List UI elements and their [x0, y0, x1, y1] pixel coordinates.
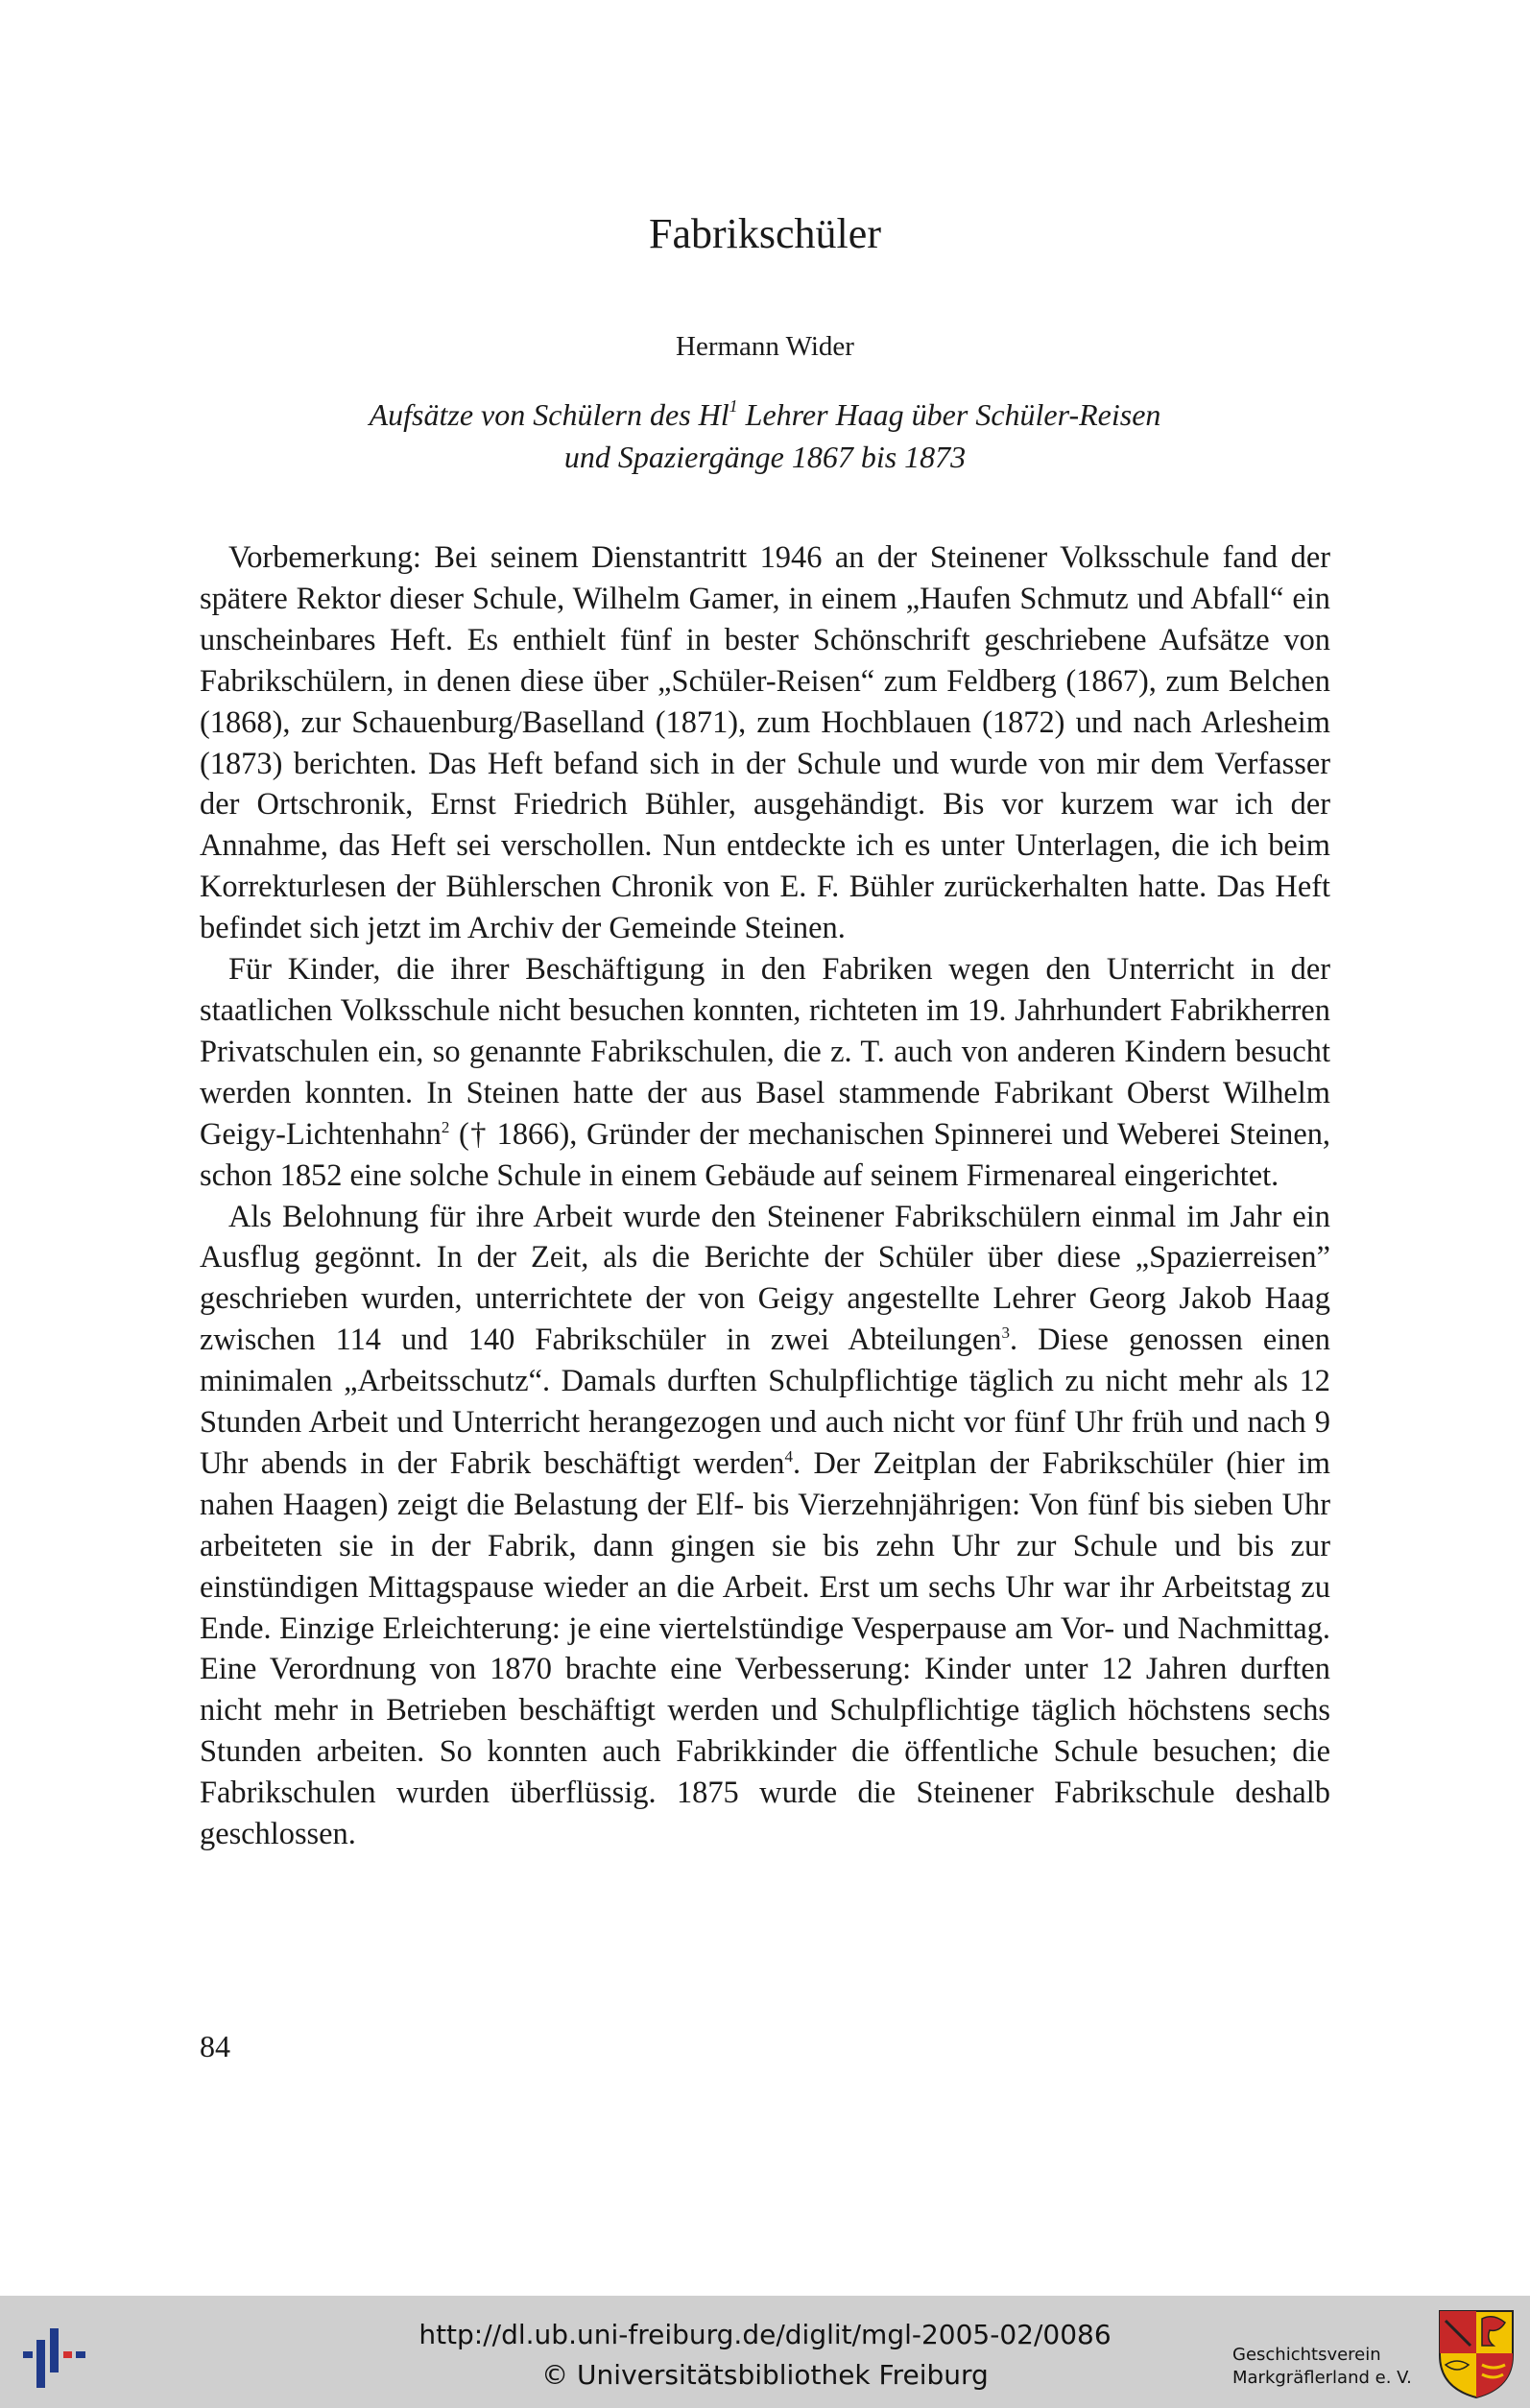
paragraph-2 — [200, 949, 1330, 1196]
footnote-ref-3[interactable]: 3 — [1001, 1323, 1010, 1343]
paragraph-3 — [200, 1197, 1330, 1856]
paragraph-2-text-b: († 1866), Gründer der mechanischen Spinnerei und Weberei Steinen, schon 1852 eine solche Schule in einem Gebäude auf seinem Firmenareal eingerichtet. — [200, 1116, 1330, 1193]
paragraph-2-text-a: Für Kinder, die ihrer Beschäftigung in den Fabriken wegen den Unterricht in der staatlichen Volksschule nicht besuchen konnten, richteten im 19. Jahrhundert Fabrikherren Privatschulen ein, so genannte Fabrikschulen, die z. T. auch von anderen Kindern besucht werden konnten. In Steinen hatte der aus Basel stammende Fabrikant Oberst Wilhelm Geigy-Lichtenhahn — [200, 952, 1330, 1152]
footer-bar — [0, 2296, 1530, 2408]
article-subtitle — [192, 393, 1338, 478]
article-author: Hermann Wider — [676, 331, 854, 362]
subtitle-line-2: und Spaziergänge 1867 bis 1873 — [563, 440, 967, 474]
paragraph-3-text-b: . Diese genossen einen minimalen „Arbeitsschutz“. Damals durften Schulpflichtige täglich zu nicht mehr als 12 Stunden Arbeit und Unterricht herangezogen und auch nicht vor fünf Uhr früh und nach 9 Uhr abends in der Fabrik beschäftigt werden — [200, 1323, 1330, 1481]
footer-url-link[interactable]: http://dl.ub.uni-freiburg.de/diglit/mgl-2005-02/0086 — [418, 2319, 1112, 2350]
subtitle-line-1 — [192, 393, 1338, 436]
footnote-ref-1[interactable]: 1 — [729, 396, 738, 416]
society-name — [1232, 2344, 1424, 2390]
paragraph-1: Vorbemerkung: Bei seinem Dienstantritt 1946 an der Steinener Volksschule fand der spätere Rektor dieser Schule, Wilhelm Gamer, in einem „Haufen Schmutz und Abfall“ ein unscheinbares Heft. Es enthielt fünf in bester Schönschrift geschriebene Aufsätze von Fabrikschülern, in denen diese über „Schüler-Reisen“ zum Feldberg (1867), zum Belchen (1868), zur Schauenburg/Baselland (1871), zum Hochblauen (1872) und nach Arlesheim (1873) berichten. Das Heft befand sich in der Schule und wurde von mir dem Verfasser der Ortschronik, Ernst Friedrich Bühler, ausgehändigt. Bis vor kurzem war ich der Annahme, das Heft sei verschollen. Nun entdeckte ich es unter Unterlagen, die ich beim Korrekturlesen der Bühlerschen Chronik von E. F. Bühler zurückerhalten hatte. Das Heft befindet sich jetzt im Archiv der Gemeinde Steinen. — [200, 540, 1330, 946]
article-body — [200, 537, 1330, 1855]
subtitle-text-b: Lehrer Haag über Schüler-Reisen — [737, 397, 1161, 432]
subtitle-text-a: Aufsätze von Schülern des Hl — [369, 397, 729, 432]
page-number: 84 — [200, 2029, 230, 2063]
coat-of-arms-icon — [1436, 2307, 1517, 2399]
footnote-ref-2[interactable]: 2 — [441, 1117, 450, 1136]
footer-copyright: © Universitätsbibliothek Freiburg — [541, 2359, 989, 2391]
society-line-2: Markgräflerland e. V. — [1232, 2368, 1412, 2388]
society-line-1: Geschichtsverein — [1232, 2345, 1381, 2365]
paragraph-3-text-a: Als Belohnung für ihre Arbeit wurde den Steinener Fabrikschülern einmal im Jahr ein Ausflug gegönnt. In der Zeit, als die Berichte der Schüler über diese „Spazierreisen” geschrieben wurden, unterrichtete der von Geigy angestellte Lehrer Georg Jakob Haag zwischen 114 und 140 Fabrikschüler in zwei Abteilungen — [200, 1199, 1330, 1358]
footnote-ref-4[interactable]: 4 — [784, 1446, 793, 1466]
article-title: Fabrikschüler — [649, 210, 881, 257]
paragraph-3-text-c: . Der Zeitplan der Fabrikschüler (hier im nahen Haagen) zeigt die Belastung der Elf- bis Vierzehnjährigen: Von fünf bis sieben Uhr arbeiteten sie in der Fabrik, dann gingen sie bis zehn Uhr zur Schule und bis zur einstündigen Mittagspause wieder an die Arbeit. Erst um sechs Uhr war ihr Arbeitstag zu Ende. Einzige Erleichterung: je eine viertelstündige Vesperpause am Vor- und Nachmittag. Eine Verordnung von 1870 brachte eine Verbesserung: Kinder unter 12 Jahren durften nicht mehr in Betrieben beschäftigt werden und Schulpflichtige täglich höchstens sechs Stunden arbeiten. So konnten auch Fabrikkinder die öffentliche Schule besuchen; die Fabrikschulen wurden überflüssig. 1875 wurde die Steinener Fabrikschule deshalb geschlossen. — [200, 1445, 1331, 1852]
